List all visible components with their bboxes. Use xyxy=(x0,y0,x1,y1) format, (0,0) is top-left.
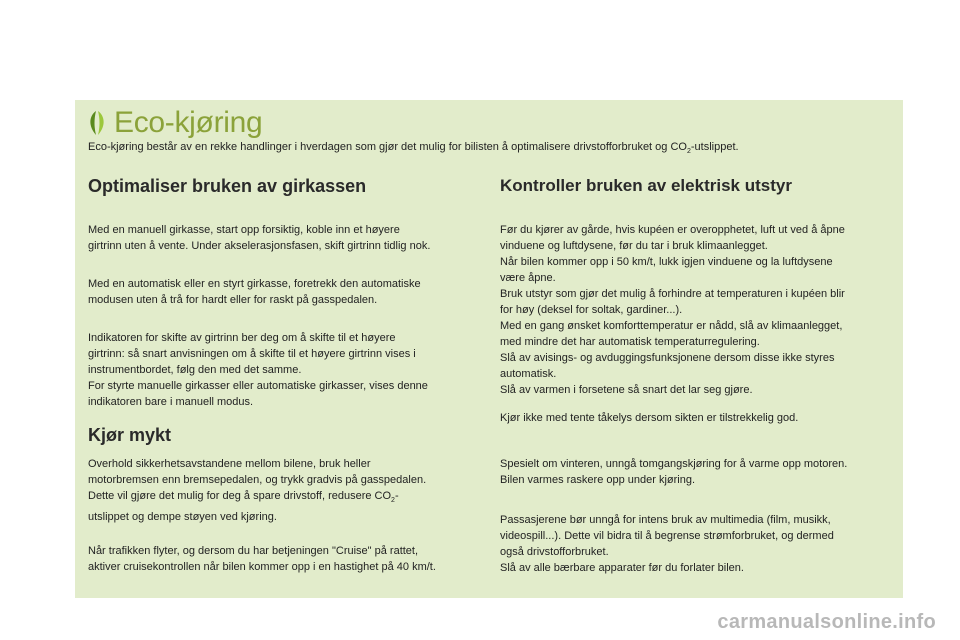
para-safety-distance-main: Overhold sikkerhetsavstandene mellom bilene, bruk heller motorbremsen enn bremsepedalen, og trykk gradvis på gasspedalen. Dette vil gjøre det mulig for deg å spare drivstoff, redusere CO xyxy=(88,458,427,502)
para-idle-winter: Spesielt om vinteren, unngå tomgangskjøring for å varme opp motoren. Bilen varmes raskere opp under kjøring. xyxy=(500,458,848,486)
para-safety-distance xyxy=(88,456,426,525)
para-cruise-control: Når trafikken flyter, og dersom du har betjeningen "Cruise" på rattet, aktiver cruisekontrollen når bilen kommer opp i en hastighet på 40 km/t. xyxy=(88,545,436,573)
intro-text-main: Eco-kjøring består av en rekke handlinger i hverdagen som gjør det mulig for bilisten å optimalisere drivstofforbruket og CO xyxy=(88,141,687,153)
para-automatic-gearbox: Med en automatisk eller en styrt girkasse, foretrekk den automatiske modusen uten å trå for hardt eller for raskt på gasspedalen. xyxy=(88,278,421,306)
para-multimedia: Passasjerene bør unngå for intens bruk av multimedia (film, musikk, videospill...). Dette vil bidra til å begrense strømforbruket, og dermed også drivstofforbruket. Slå av alle bærbare apparater før du forlater bilen. xyxy=(500,514,834,574)
heading-drive-smooth: Kjør mykt xyxy=(88,425,172,445)
para-safety-distance-sub: 2 xyxy=(391,497,395,505)
para-gear-indicator: Indikatoren for skifte av girtrinn ber deg om å skifte til et høyere girtrinn: så snart anvisningen om å skifte til et høyere girtrinn vises i instrumentbordet, følg den med det samme. For styrte manuelle girkasser eller automatiske girkasser, vises denne indikatoren bare i manuell modus. xyxy=(88,332,428,408)
intro-text-end: -utslippet. xyxy=(690,141,739,153)
title-row xyxy=(86,105,262,141)
intro-text xyxy=(88,141,739,155)
heading-electrical-equipment: Kontroller bruken av elektrisk utstyr xyxy=(500,176,792,195)
intro-subscript: 2 xyxy=(686,148,691,156)
leaf-icon xyxy=(86,109,108,137)
watermark: carmanualsonline.info xyxy=(717,611,936,633)
para-manual-gearbox: Med en manuell girkasse, start opp forsiktig, koble inn et høyere girtrinn uten å vente. Under akselerasjonsfasen, skift girtrinn tidlig nok. xyxy=(88,224,431,252)
para-safety-distance-end: - utslippet og dempe støyen ved kjøring. xyxy=(88,490,399,524)
para-ventilation: Før du kjører av gårde, hvis kupéen er overopphetet, luft ut ved å åpne vinduene og luftdysene, før du tar i bruk klimaanlegget. Når bilen kommer opp i 50 km/t, lukk igjen vinduene og la luftdysene være åpne. Bruk utstyr som gjør det mulig å forhindre at temperaturen i kupéen blir for høy (deksel for soltak, gardiner...). Med en gang ønsket komforttemperatur er nådd, slå av klimaanlegget, med mindre det har automatisk temperaturregulering. Slå av avisings- og avduggingsfunksjonene dersom disse ikke styres automatisk. Slå av varmen i forsetene så snart det lar seg gjøre. xyxy=(500,224,845,396)
heading-gearbox: Optimaliser bruken av girkassen xyxy=(88,176,367,196)
para-fog-lights: Kjør ikke med tente tåkelys dersom sikten er tilstrekkelig god. xyxy=(500,412,799,424)
page-title: Eco-kjøring xyxy=(114,106,263,139)
